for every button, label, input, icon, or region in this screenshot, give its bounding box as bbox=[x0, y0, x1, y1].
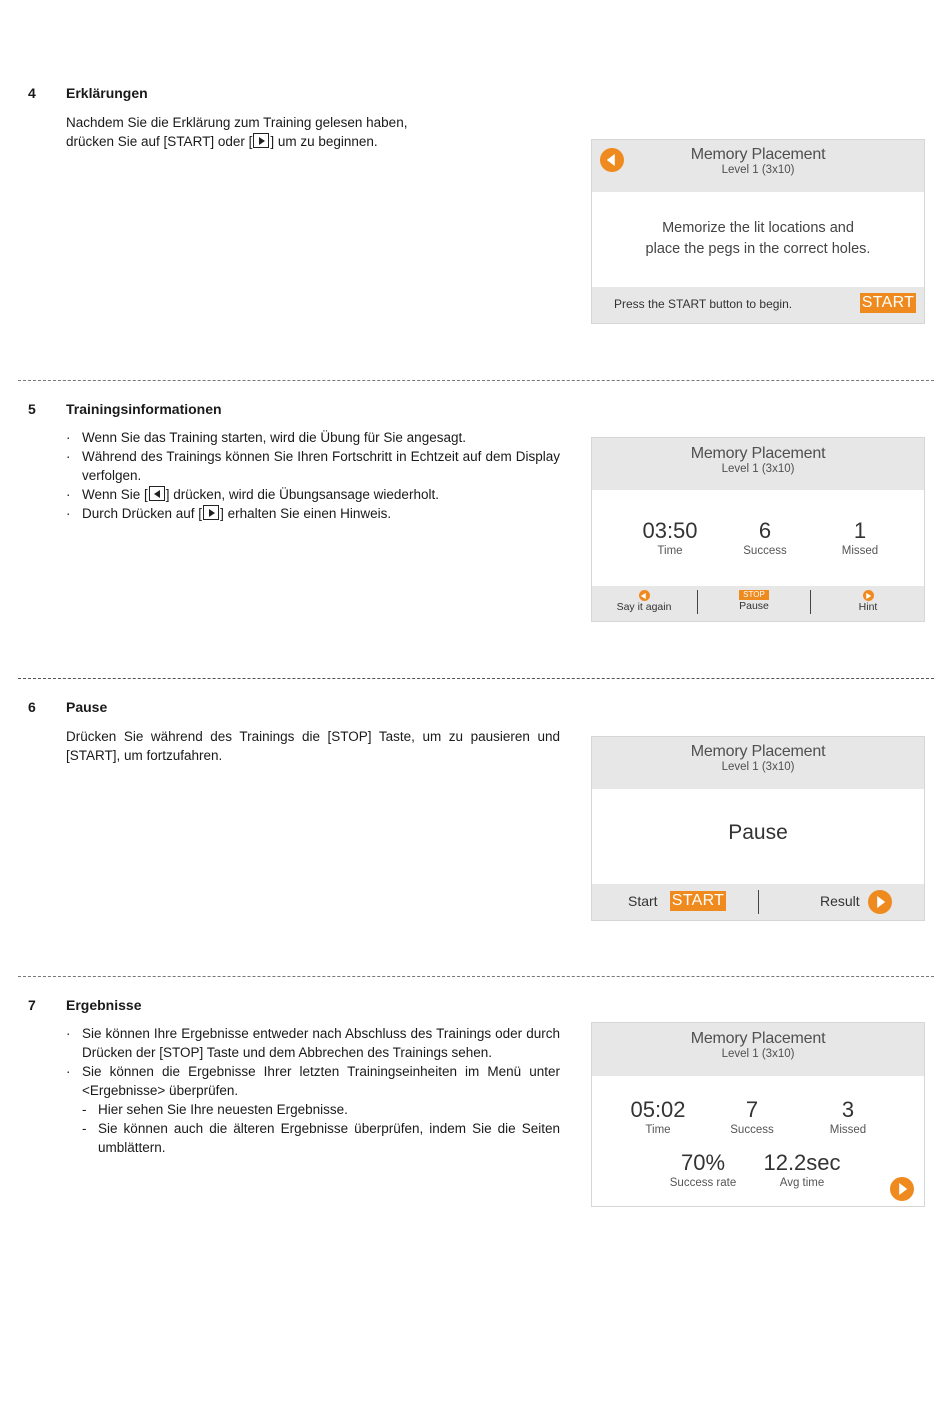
missed-label: Missed bbox=[841, 545, 879, 557]
section-title: Erklärungen bbox=[66, 85, 148, 101]
training-screen bbox=[591, 437, 925, 622]
screen-header bbox=[592, 1023, 924, 1076]
success-label: Success bbox=[743, 545, 787, 557]
section-text bbox=[66, 428, 560, 523]
bullet-list bbox=[66, 428, 560, 523]
list-item: - Hier sehen Sie Ihre neuesten Ergebnisse. bbox=[66, 1100, 560, 1119]
start-button[interactable]: START bbox=[861, 294, 915, 311]
message-line: Memorize the lit locations and bbox=[662, 220, 854, 236]
footer-separator bbox=[810, 590, 811, 614]
text-fragment: Wenn Sie [ bbox=[82, 487, 148, 502]
section-title: Ergebnisse bbox=[66, 997, 142, 1013]
pause-screen bbox=[591, 736, 925, 921]
time-label: Time bbox=[645, 1124, 671, 1136]
list-item bbox=[66, 485, 560, 504]
text-fragment: ] um zu beginnen. bbox=[270, 134, 378, 149]
avg-time-stat bbox=[752, 1150, 852, 1190]
time-label: Time bbox=[657, 545, 683, 557]
section-number: 7 bbox=[28, 997, 36, 1013]
say-again-button[interactable] bbox=[606, 590, 682, 613]
text-fragment: Durch Drücken auf [ bbox=[82, 506, 203, 521]
screen-level: Level 1 (3x10) bbox=[721, 164, 795, 176]
success-rate-value: 70% bbox=[680, 1150, 726, 1175]
success-value: 7 bbox=[745, 1097, 759, 1122]
section-5 bbox=[0, 380, 950, 678]
result-text: Result bbox=[820, 893, 860, 909]
bullet-list bbox=[66, 1024, 560, 1100]
list-item: · Wenn Sie das Training starten, wird die Übung für Sie angesagt. bbox=[66, 428, 560, 447]
section-number: 4 bbox=[28, 85, 36, 101]
section-text bbox=[66, 1024, 560, 1157]
message-line: place the pegs in the correct holes. bbox=[645, 241, 871, 257]
screen-title: Memory Placement bbox=[690, 1030, 826, 1047]
screen-footer bbox=[592, 884, 924, 920]
success-label: Success bbox=[730, 1124, 774, 1136]
result-arrow-icon[interactable] bbox=[868, 890, 892, 914]
success-rate-label: Success rate bbox=[669, 1177, 737, 1189]
back-arrow-icon[interactable] bbox=[600, 148, 624, 172]
screen-footer bbox=[592, 287, 924, 323]
results-screen bbox=[591, 1022, 925, 1207]
start-text: Start bbox=[628, 893, 658, 909]
time-stat bbox=[618, 1097, 698, 1137]
screen-header bbox=[592, 737, 924, 789]
text-fragment: drücken Sie auf [START] oder [ bbox=[66, 134, 253, 149]
list-item: - Sie können auch die älteren Ergebnisse überprüfen, indem Sie die Seiten umblättern. bbox=[66, 1119, 560, 1157]
text-fragment: ] drücken, wird die Übungsansage wiederholt. bbox=[165, 487, 439, 502]
start-button[interactable]: START bbox=[671, 892, 725, 909]
screen-header bbox=[592, 438, 924, 490]
list-item: · Während des Trainings können Sie Ihren Fortschritt in Echtzeit auf dem Display verfolgen. bbox=[66, 447, 560, 485]
success-rate-stat bbox=[658, 1150, 748, 1190]
hint-button[interactable] bbox=[838, 590, 898, 613]
back-key-icon bbox=[149, 486, 165, 501]
success-stat bbox=[725, 518, 805, 558]
missed-value: 1 bbox=[853, 518, 867, 543]
section-6 bbox=[0, 678, 950, 976]
screen-title: Memory Placement bbox=[690, 743, 826, 760]
screen-title: Memory Placement bbox=[690, 445, 826, 462]
screen-header bbox=[592, 140, 924, 192]
back-arrow-icon bbox=[639, 590, 650, 601]
dash-list bbox=[66, 1100, 560, 1157]
pause-label: Pause bbox=[739, 600, 769, 612]
time-value: 05:02 bbox=[630, 1097, 686, 1122]
missed-stat bbox=[820, 518, 900, 558]
missed-value: 3 bbox=[841, 1097, 855, 1122]
screen-level: Level 1 (3x10) bbox=[721, 1048, 795, 1060]
text-line bbox=[66, 132, 466, 151]
section-7 bbox=[0, 976, 950, 1236]
pause-message: Pause bbox=[728, 821, 788, 844]
time-stat bbox=[630, 518, 710, 558]
play-key-icon bbox=[253, 133, 269, 148]
footer-separator bbox=[697, 590, 698, 614]
footer-separator bbox=[758, 890, 759, 914]
stop-badge: STOP bbox=[739, 590, 769, 600]
list-item bbox=[66, 504, 560, 523]
section-text bbox=[66, 113, 466, 151]
screen-footer bbox=[592, 586, 924, 621]
section-number: 6 bbox=[28, 699, 36, 715]
play-key-icon bbox=[203, 505, 219, 520]
section-4 bbox=[0, 0, 950, 380]
screen-level: Level 1 (3x10) bbox=[721, 761, 795, 773]
text-fragment: ] erhalten Sie einen Hinweis. bbox=[220, 506, 392, 521]
section-number: 5 bbox=[28, 401, 36, 417]
list-item: · Sie können Ihre Ergebnisse entweder nach Abschluss des Trainings oder durch Drücken der [STOP] Taste und dem Abbrechen des Trainings sehen. bbox=[66, 1024, 560, 1062]
text-line: Nachdem Sie die Erklärung zum Training gelesen haben, bbox=[66, 115, 408, 130]
next-page-arrow-icon[interactable] bbox=[890, 1177, 914, 1201]
screen-title: Memory Placement bbox=[690, 146, 826, 163]
intro-screen bbox=[591, 139, 925, 324]
section-title: Pause bbox=[66, 699, 108, 715]
list-item: · Sie können die Ergebnisse Ihrer letzten Trainingseinheiten im Menü unter <Ergebnisse> überprüfen. bbox=[66, 1062, 560, 1100]
success-value: 6 bbox=[758, 518, 772, 543]
section-title: Trainingsinformationen bbox=[66, 401, 222, 417]
missed-stat bbox=[808, 1097, 888, 1137]
hint-label: Hint bbox=[858, 601, 878, 613]
avg-time-label: Avg time bbox=[779, 1177, 825, 1189]
section-text: Drücken Sie während des Trainings die [STOP] Taste, um zu pausieren und [START], um fortzufahren. bbox=[66, 729, 560, 763]
pause-button[interactable] bbox=[724, 590, 784, 612]
success-stat bbox=[712, 1097, 792, 1137]
say-again-label: Say it again bbox=[616, 601, 672, 613]
avg-time-value: 12.2sec bbox=[763, 1150, 841, 1175]
screen-level: Level 1 (3x10) bbox=[721, 463, 795, 475]
time-value: 03:50 bbox=[642, 518, 698, 543]
footer-text: Press the START button to begin. bbox=[614, 297, 793, 311]
missed-label: Missed bbox=[829, 1124, 867, 1136]
play-arrow-icon bbox=[863, 590, 874, 601]
intro-message bbox=[592, 218, 924, 260]
